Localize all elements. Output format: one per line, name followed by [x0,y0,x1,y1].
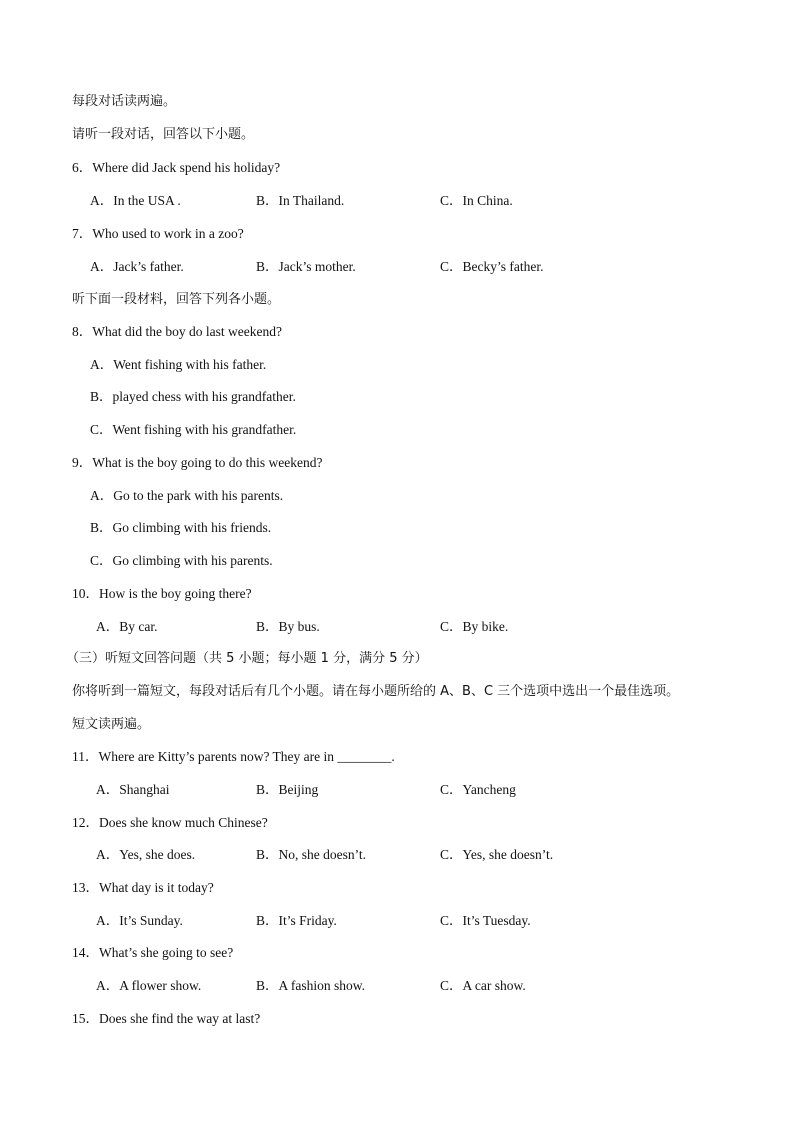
question-10-options [72,617,752,637]
option-a: A．In the USA . [90,193,181,208]
option-b: B．A fashion show. [256,978,366,993]
option-b: B．No, she doesn’t. [256,847,366,862]
question-6: 6．Where did Jack spend his holiday? [72,160,281,175]
option-c: C．It’s Tuesday. [440,913,531,928]
option-b: B．In Thailand. [256,193,345,208]
question-14: 14．What’s she going to see? [72,945,234,960]
question-11: 11．Where are Kitty’s parents now? They are in ________. [72,749,395,764]
option-c: C．Yes, she doesn’t. [440,847,554,862]
question-9-option-c: C．Go climbing with his parents. [90,553,273,568]
option-a: A．Shanghai [96,782,170,797]
option-a: A．Yes, she does. [96,847,196,862]
question-14-options [72,976,752,996]
option-b: B．By bus. [256,619,320,634]
question-8: 8．What did the boy do last weekend? [72,324,282,339]
question-13: 13．What day is it today? [72,880,214,895]
question-8-option-c: C．Went fishing with his grandfather. [90,422,297,437]
option-a: A．Jack’s father. [90,259,184,274]
intro-read-twice: 每段对话读两遍。 [72,94,177,109]
option-c: C．By bike. [440,619,509,634]
question-8-option-b: B．played chess with his grandfather. [90,389,296,404]
question-12: 12．Does she know much Chinese? [72,815,268,830]
option-c: C．A car show. [440,978,526,993]
option-a: A．A flower show. [96,978,202,993]
option-b: B．It’s Friday. [256,913,337,928]
question-9-option-b: B．Go climbing with his friends. [90,520,272,535]
question-8-option-a: A．Went fishing with his father. [90,357,267,372]
question-6-options [72,191,752,211]
intro-passage: 你将听到一篇短文，每段对话后有几个小题。请在每小题所给的 A、B、C 三个选项中选出一个最佳选项。 [72,684,680,699]
intro-passage-read-twice: 短文读两遍。 [72,717,151,732]
question-9-option-a: A．Go to the park with his parents. [90,488,284,503]
question-7-options [72,257,752,277]
question-7: 7．Who used to work in a zoo? [72,226,244,241]
option-c: C．Becky’s father. [440,259,544,274]
option-a: A．It’s Sunday. [96,913,183,928]
question-13-options [72,911,752,931]
question-12-options [72,845,752,865]
option-c: C．In China. [440,193,513,208]
question-11-options [72,780,752,800]
intro-material: 听下面一段材料，回答下列各小题。 [72,292,281,307]
question-15: 15．Does she find the way at last? [72,1011,261,1026]
option-a: A．By car. [96,619,158,634]
option-b: B．Jack’s mother. [256,259,356,274]
option-b: B．Beijing [256,782,319,797]
option-c: C．Yancheng [440,782,516,797]
question-10: 10．How is the boy going there? [72,586,252,601]
intro-dialogue: 请听一段对话，回答以下小题。 [72,127,255,142]
section-3-heading: （三）听短文回答问题（共 5 小题；每小题 1 分，满分 5 分） [66,651,428,666]
question-9: 9．What is the boy going to do this weekend? [72,455,323,470]
